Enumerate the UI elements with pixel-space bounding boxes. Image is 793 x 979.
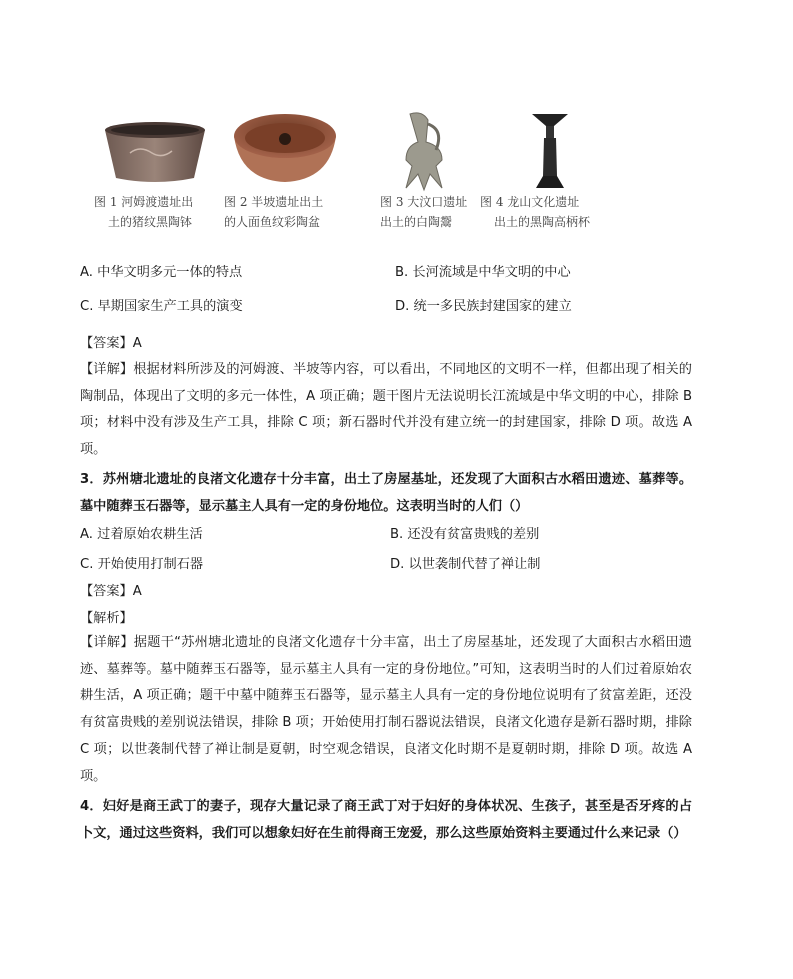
q2-option-c: C. 早期国家生产工具的演变 — [80, 299, 243, 314]
black-pottery-stem-cup-icon — [490, 108, 610, 192]
figure-1-caption-line2: 土的猪纹黑陶钵 — [108, 215, 193, 229]
q4-stem: 4．妇好是商王武丁的妻子，现存大量记录了商王武丁对于妇好的身体状况、生孩子，甚至是否牙疼的占卜文，通过这些资料，我们可以想象妇好在生前得商王宠爱，那么这些原始资料主要通过什么来记录（） — [80, 799, 692, 841]
figure-4 — [480, 108, 610, 238]
figure-1-caption-line1: 图 1 河姆渡遗址出 — [94, 195, 194, 209]
black-pottery-bowl-icon — [100, 108, 210, 188]
q2-detail: 【详解】根据材料所涉及的河姆渡、半坡等内容，可以看出，不同地区的文明不一样，但都出现了相关的陶制品，体现出了文明的多元一体性，A 项正确；题干图片无法说明长江流域是中华文明的中心，排除 B 项；材料中没有涉及生产工具，排除 C 项；新石器时代并没有建立统一的封建国家，排除 D 项。故选 A 项。 — [80, 362, 692, 458]
q3-option-c: C. 开始使用打制石器 — [80, 557, 204, 572]
q3-detail: 【详解】据题干“苏州塘北遗址的良渚文化遗存十分丰富，出土了房屋基址，还发现了大面积古水稻田遗迹、墓葬等。墓中随葬玉石器等，显示墓主人具有一定的身份地位。”可知，这表明当时的人们过着原始农耕生活，A 项正确；题干中墓中随葬玉石器等，显示墓主人具有一定的身份地位说明有了贫富差距，还没有贫富贵贱的差别说法错误，排除 B 项；开始使用打制石器说法错误，良渚文化遗存是新石器时期，排除 C 项；以世袭制代替了禅让制是夏朝，时空观念错误，良渚文化时期不是夏朝时期，排除 D 项。故选 A 项。 — [80, 635, 692, 784]
figure-2-caption-line1: 图 2 半坡遗址出土 — [224, 195, 324, 209]
q3-option-a: A. 过着原始农耕生活 — [80, 527, 203, 542]
white-pottery-gui-icon — [370, 108, 480, 192]
figure-1 — [94, 108, 210, 238]
q3-analysis: 【解析】 — [80, 611, 133, 626]
pottery-figures — [80, 108, 620, 238]
q2-answer: 【答案】A — [80, 336, 142, 351]
q2-option-b: B. 长河流域是中华文明的中心 — [395, 265, 571, 280]
figure-4-caption-line2: 出土的黑陶高柄杯 — [494, 215, 591, 229]
q3-answer: 【答案】A — [80, 584, 142, 599]
q2-option-a: A. 中华文明多元一体的特点 — [80, 265, 243, 280]
q2-option-d: D. 统一多民族封建国家的建立 — [395, 299, 572, 314]
q3-option-d: D. 以世袭制代替了禅让制 — [390, 557, 541, 572]
painted-pottery-basin-icon — [230, 108, 340, 188]
figure-2-caption-line2: 的人面鱼纹彩陶盆 — [224, 215, 321, 229]
figure-3 — [370, 108, 480, 238]
q3-option-b: B. 还没有贫富贵贱的差别 — [390, 527, 540, 542]
figure-3-caption-line2: 出土的白陶鬶 — [380, 215, 453, 229]
q3-stem: 3．苏州塘北遗址的良渚文化遗存十分丰富，出土了房屋基址，还发现了大面积古水稻田遗迹、墓葬等。墓中随葬玉石器等，显示墓主人具有一定的身份地位。这表明当时的人们（） — [80, 472, 692, 514]
figure-2 — [224, 108, 340, 238]
figure-3-caption-line1: 图 3 大汶口遗址 — [380, 195, 468, 209]
figure-4-caption-line1: 图 4 龙山文化遗址 — [480, 195, 580, 209]
